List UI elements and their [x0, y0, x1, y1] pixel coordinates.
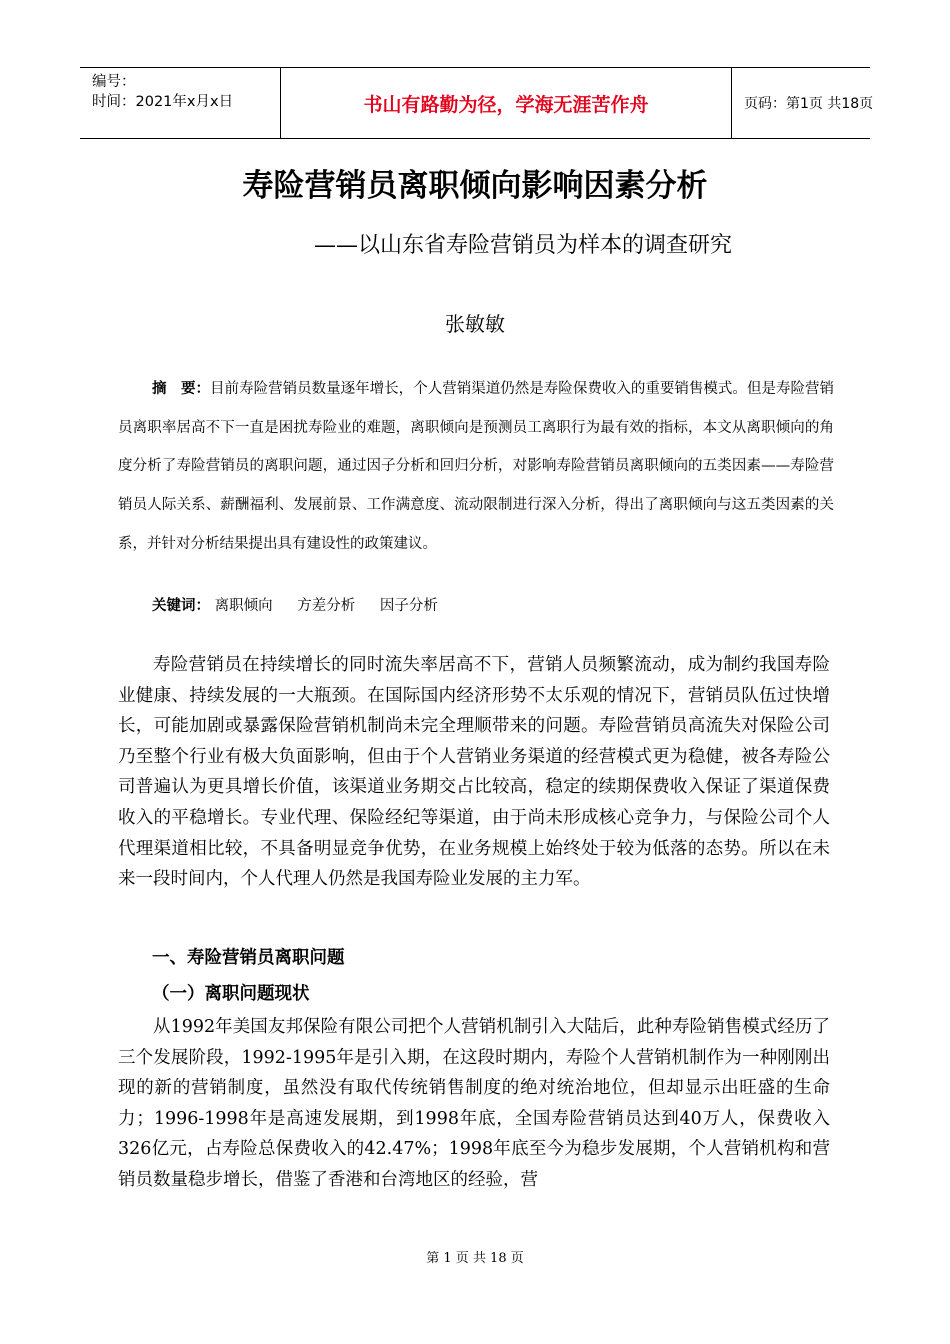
paper-title: 寿险营销员离职倾向影响因素分析	[242, 168, 708, 204]
paper-subtitle: ——以山东省寿险营销员为样本的调查研究	[314, 233, 733, 258]
header-motto: 书山有路勤为径，学海无涯苦作舟	[280, 68, 732, 138]
number-label: 编号：	[92, 74, 136, 90]
keyword-item: 方差分析	[297, 598, 356, 614]
keyword-item: 因子分析	[379, 598, 438, 614]
body-paragraph: 寿险营销员在持续增长的同时流失率居高不下，营销人员频繁流动，成为制约我国寿险业健康、持续发展的一大瓶颈。在国际国内经济形势不太乐观的情况下，营销员队伍过快增长，可能加剧或暴露保险营销机制尚未完全理顺带来的问题。寿险营销员高流失对保险公司乃至整个行业有极大负面影响，但由于个人营销业务渠道的经营模式更为稳健，被各寿险公司普遍认为更具增长价值，该渠道业务期交占比较高，稳定的续期保费收入保证了渠道保费收入的平稳增长。专业代理、保险经纪等渠道，由于尚未形成核心竞争力，与保险公司个人代理渠道相比较，不具备明显竞争优势，在业务规模上始终处于较为低落的态势。所以在未来一段时间内，个人代理人仍然是我国寿险业发展的主力军。	[118, 655, 830, 890]
abstract-label: 摘 要：	[152, 381, 211, 397]
abstract-text: 目前寿险营销员数量逐年增长，个人营销渠道仍然是寿险保费收入的重要销售模式。但是寿险营销员离职率居高不下一直是困扰寿险业的难题，离职倾向是预测员工离职行为最有效的指标，本文从离职倾向的角度分析了寿险营销员的离职问题，通过因子分析和回归分析，对影响寿险营销员离职倾向的五类因素——寿险营销员人际关系、薪酬福利、发展前景、工作满意度、流动限制进行深入分析，得出了离职倾向与这五类因素的关系，并针对分析结果提出具有建设性的政策建议。	[118, 381, 834, 552]
date-label: 时间：2021年x月x日	[92, 94, 234, 110]
document-header	[80, 67, 874, 139]
body-paragraph: 从1992年美国友邦保险有限公司把个人营销机制引入大陆后，此种寿险销售模式经历了三个发展阶段，1992-1995年是引入期，在这段时期内，寿险个人营销机制作为一种刚刚出现的新的营销制度，虽然没有取代传统销售制度的绝对统治地位，但却显示出旺盛的生命力；1996-1998年是高速发展期，到1998年底，全国寿险营销员达到40万人，保费收入326亿元，占寿险总保费收入的42.47%；1998年底至今为稳步发展期，个人营销机构和营销员数量稳步增长，借鉴了香港和台湾地区的经验，营	[118, 1017, 830, 1190]
subsection-heading: （一）离职问题现状	[152, 984, 310, 1004]
page-footer: 第 1 页 共 18 页	[426, 1251, 524, 1266]
keyword-item: 离职倾向	[214, 598, 273, 614]
header-meta	[80, 68, 280, 138]
paper-author: 张敏敏	[445, 312, 505, 336]
abstract	[118, 370, 834, 564]
keywords-label: 关键词：	[152, 598, 210, 614]
header-page-info: 页码：第1页 共18页	[744, 96, 874, 112]
section-heading: 一、寿险营销员离职问题	[152, 948, 345, 968]
keywords	[152, 594, 458, 615]
